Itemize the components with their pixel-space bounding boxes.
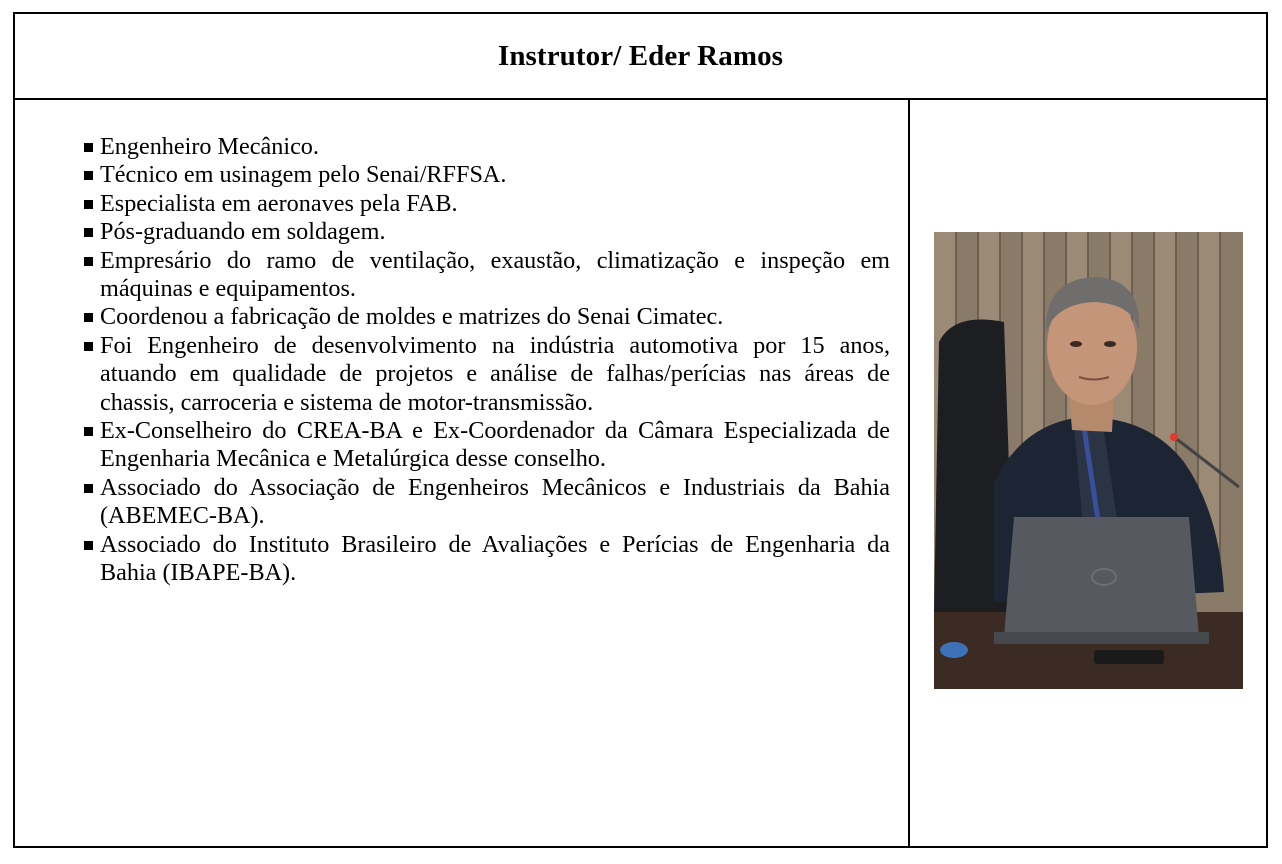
list-item: Associado do Associação de Engenheiros Mecânicos e Industriais da Bahia (ABEMEC-BA). bbox=[83, 474, 890, 531]
instructor-title: Instrutor/ Eder Ramos bbox=[497, 39, 784, 72]
column-divider bbox=[908, 98, 910, 846]
list-item: Foi Engenheiro de desenvolvimento na indústria automotiva por 15 anos, atuando em qualidade de projetos e análise de falhas/perícias nas áreas de chassis, carroceria e sistema de motor-transmissão. bbox=[83, 332, 890, 417]
card-header bbox=[15, 14, 1266, 100]
list-item: Técnico em usinagem pelo Senai/RFFSA. bbox=[83, 161, 890, 189]
list-item: Especialista em aeronaves pela FAB. bbox=[83, 190, 890, 218]
list-item: Coordenou a fabricação de moldes e matrizes do Senai Cimatec. bbox=[83, 303, 890, 331]
list-item: Empresário do ramo de ventilação, exaustão, climatização e inspeção em máquinas e equipamentos. bbox=[83, 247, 890, 304]
credentials-section bbox=[83, 133, 890, 588]
instructor-photo bbox=[934, 232, 1243, 689]
list-item: Associado do Instituto Brasileiro de Avaliações e Perícias de Engenharia da Bahia (IBAPE-BA). bbox=[83, 531, 890, 588]
list-item: Pós-graduando em soldagem. bbox=[83, 218, 890, 246]
list-item: Engenheiro Mecânico. bbox=[83, 133, 890, 161]
credentials-list bbox=[83, 133, 890, 588]
list-item: Ex-Conselheiro do CREA-BA e Ex-Coordenador da Câmara Especializada de Engenharia Mecânica e Metalúrgica desse conselho. bbox=[83, 417, 890, 474]
